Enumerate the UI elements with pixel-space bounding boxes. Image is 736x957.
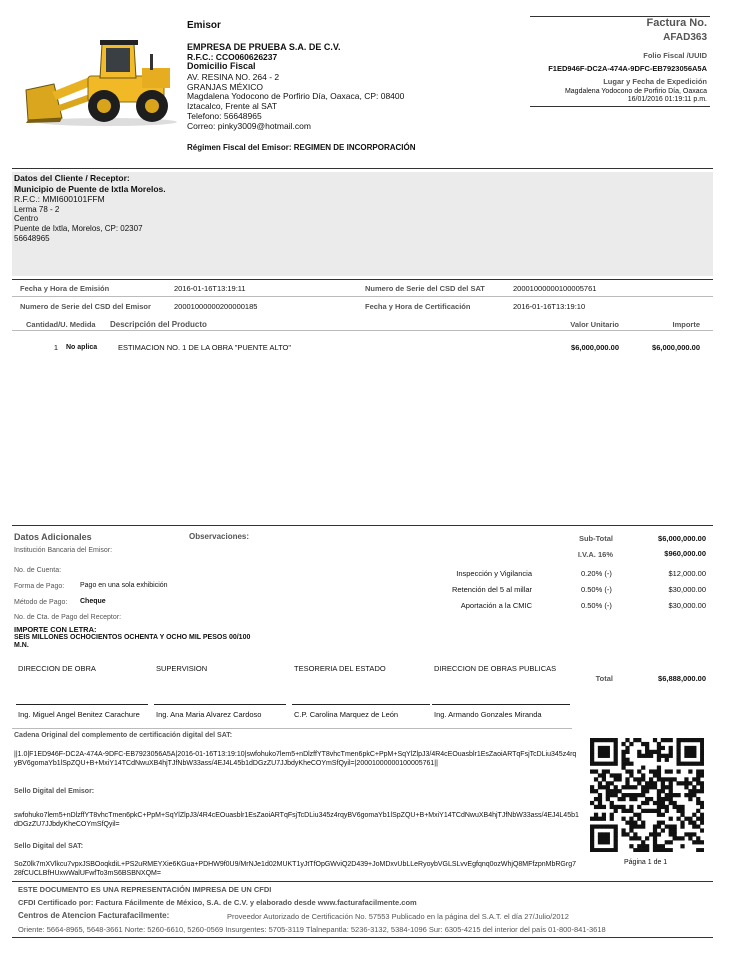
cliente-name: Municipio de Puente de Ixtla Morelos. [14, 184, 166, 194]
item-unidad: No aplica [66, 344, 98, 351]
sellos-top-rule [12, 728, 572, 729]
folio-fiscal-value: F1ED946F-DC2A-474A-9DFC-EB7923056A5A [548, 64, 707, 73]
regimen-value: REGIMEN DE INCORPORACIÓN [293, 143, 416, 152]
sello-emisor-label: Sello Digital del Emisor: [14, 788, 95, 795]
retencion-label: Inspección y Vigilancia [456, 569, 532, 578]
metodo-pago-label: Método de Pago: [14, 599, 68, 606]
retencion-pct: 0.20% (-) [581, 569, 612, 578]
lugar-expedicion: Magdalena Yodocono de Porfirio Día, Oaxaca [564, 88, 707, 95]
lugar-fecha-label: Lugar y Fecha de Expedición [603, 77, 707, 86]
item-importe: $6,000,000.00 [652, 343, 700, 352]
fecha-expedicion: 16/01/2016 01:19:11 p.m. [627, 96, 707, 103]
cta-receptor-label: No. de Cta. de Pago del Receptor: [14, 614, 122, 621]
cliente-rfc: R.F.C.: MMI600101FFM [14, 194, 105, 204]
telefonos-text: Oriente: 5664-8965, 5648-3661 Norte: 5260-6610, 5260-0569 Insurgentes: 5705-3119 Tlalnepantla: 5236-3132, 5384-1096 Sur: 6305-4215 del interior del país 01-800-841-3618 [18, 925, 606, 934]
items-header-rule [12, 330, 713, 331]
footer-top-rule [12, 881, 713, 882]
retencion-amount: $30,000.00 [668, 585, 706, 594]
importe-letra-label: IMPORTE CON LETRA: [14, 625, 97, 634]
col-cantidad-header: Cantidad/U. Medida [26, 320, 96, 329]
fecha-emision-label: Fecha y Hora de Emisión [20, 284, 110, 293]
item-valor: $6,000,000.00 [571, 343, 619, 352]
signature-line [154, 704, 286, 705]
pagina-label: Página 1 de 1 [624, 859, 668, 866]
fecha-cert-value: 2016-01-16T13:19:10 [513, 302, 586, 311]
cliente-line-2: Centro [14, 214, 39, 223]
cliente-line-3: Puente de Ixtla, Morelos, CP: 02307 [14, 224, 143, 233]
retencion-pct: 0.50% (-) [581, 601, 612, 610]
subtotal-value: $6,000,000.00 [658, 534, 706, 543]
retencion-label: Retención del 5 al millar [451, 585, 532, 594]
item-cantidad: 1 [53, 343, 58, 352]
regimen-fiscal [187, 143, 416, 152]
total-label: Total [595, 674, 613, 683]
bulldozer-logo-image [22, 32, 180, 128]
cert-mid-rule [12, 296, 713, 297]
cadena-label: Cadena Original del complemento de certificación digital del SAT: [14, 732, 233, 739]
sello-emisor: swfohuko7lem5+nDlzffYT8vhcTmen6pkC+PpM+SqYlZlpJ3/4R4cEOuasblr1EsZaoiARTqFsjTcDLiu345z4rqyBV6gomaYb1lSpZQU+B+MxiY14TCdNwuXB4hjTJfNbW33ass/4EJ4L45b1dDGzZU7JJbdyKheCOYmSfQyil= [14, 812, 579, 828]
footer-line-2: CFDI Certificado por: Factura Fácilmente de México, S.A. de C.V. y elaborado desde www.facturafacilmente.com [18, 898, 417, 907]
col-importe-header: Importe [672, 320, 700, 329]
firma-dept: DIRECCION DE OBRAS PUBLICAS [434, 664, 557, 673]
emisor-name: EMPRESA DE PRUEBA S.A. DE C.V. [187, 42, 341, 52]
serie-sat-value: 20001000000100005761 [513, 284, 597, 293]
domicilio-label: Domicilio Fiscal [187, 61, 256, 71]
emisor-address-4: Iztacalco, Frente al SAT [187, 101, 278, 111]
cuenta-label: No. de Cuenta: [14, 567, 62, 574]
subtotal-label: Sub-Total [578, 534, 613, 543]
regimen-label: Régimen Fiscal del Emisor: [187, 143, 292, 152]
firma-dept: SUPERVISION [156, 664, 208, 673]
cliente-heading: Datos del Cliente / Receptor: [14, 173, 130, 183]
emisor-phone: Telefono: 56648965 [187, 111, 262, 121]
cliente-line-4: 56648965 [14, 234, 50, 243]
signature-line [432, 704, 570, 705]
col-descripcion-header: Descripción del Producto [110, 320, 207, 329]
firma-dept: DIRECCION DE OBRA [18, 664, 96, 673]
cliente-line-1: Lerma 78 - 2 [14, 205, 60, 214]
forma-pago-value: Pago en una sola exhibición [80, 582, 168, 589]
retencion-amount: $30,000.00 [668, 601, 706, 610]
metodo-pago-value: Cheque [80, 598, 106, 605]
item-descripcion: ESTIMACION NO. 1 DE LA OBRA "PUENTE ALTO" [118, 343, 292, 352]
banco-label: Institución Bancaria del Emisor: [14, 547, 113, 554]
cliente-top-rule [12, 168, 713, 169]
signature-line [292, 704, 430, 705]
qr-code-image [590, 738, 704, 852]
emisor-address-3: Magdalena Yodocono de Porfirio Día, Oaxaca, CP: 08400 [187, 91, 405, 101]
sello-sat: SoZ0lk7mXVlkcu7vpxJSBOoqkdiL+PS2uRMEYXie6KGua+PDHW9f0U9/MrNJe1d02MUKT1yJtTfOpGWviQ2D439+JoMDxvUbLLeRyoybVGLSLvvEgfqnq0ozWhjQ8MFfzpnMbRGrg728fCUCLBfHUxwWalUFwfTo3mS6BSBNXQM= [14, 861, 576, 877]
retencion-label: Aportación a la CMIC [460, 601, 532, 610]
emisor-heading: Emisor [187, 20, 221, 31]
adicionales-top-rule [12, 525, 713, 526]
signature-line [16, 704, 148, 705]
proveedor-text: Proveedor Autorizado de Certificación No. 57553 Publicado en la página del S.A.T. el día 27/Julio/2012 [227, 912, 569, 921]
firma-name: C.P. Carolina Marquez de León [294, 710, 399, 719]
factura-label: Factura No. [646, 17, 707, 29]
serie-sat-label: Numero de Serie del CSD del SAT [365, 284, 485, 293]
firma-name: Ing. Ana Maria Alvarez Cardoso [156, 710, 262, 719]
forma-pago-label: Forma de Pago: [14, 583, 65, 590]
fecha-emision-value: 2016-01-16T13:19:11 [174, 284, 246, 293]
firma-dept: TESORERIA DEL ESTADO [294, 664, 386, 673]
emisor-address-2: GRANJAS MÉXICO [187, 82, 264, 92]
factura-number: AFAD363 [663, 32, 707, 43]
importe-letra-line-1: SEIS MILLONES OCHOCIENTOS OCHENTA Y OCHO MIL PESOS 00/100 [14, 634, 251, 641]
col-valor-header: Valor Unitario [570, 320, 619, 329]
importe-letra-line-2: M.N. [14, 642, 29, 649]
footer-line-1: ESTE DOCUMENTO ES UNA REPRESENTACIÓN IMPRESA DE UN CFDI [18, 885, 272, 894]
serie-emisor-value: 20001000000200000185 [174, 302, 258, 311]
serie-emisor-label: Numero de Serie del CSD del Emisor [20, 302, 151, 311]
folio-fiscal-label: Folio Fiscal /UUID [643, 51, 707, 60]
total-value: $6,888,000.00 [658, 674, 706, 683]
footer-bottom-rule [12, 937, 713, 938]
iva-value: $960,000.00 [664, 549, 706, 558]
fecha-cert-label: Fecha y Hora de Certificación [365, 302, 471, 311]
observaciones-label: Observaciones: [189, 532, 250, 541]
factura-bottom-rule [530, 106, 710, 107]
retencion-amount: $12,000.00 [668, 569, 706, 578]
firma-name: Ing. Armando Gonzales Miranda [434, 710, 542, 719]
centros-label: Centros de Atencion Facturafacilmente: [18, 911, 170, 920]
sello-sat-label: Sello Digital del SAT: [14, 843, 84, 850]
cadena-original: ||1.0|F1ED946F-DC2A-474A-9DFC-EB7923056A5A|2016-01-16T13:19:10|swfohuko7lem5+nDlzffYT8vhcTmen6pkC+PpM+SqYlZlpJ3/4R4cEOuasblr1EsZaoiARTqFsjTcDLiu345z4rqyBV6gomaYb1lSpZQU+B+MxiY14TCdNwuXB4hjTJfNbW33ass/4EJ4L45b1dDGzZU7JJbdyKheCOYmSfQyil=|20001000000100005761|| [14, 751, 577, 767]
emisor-address-1: AV. RESINA NO. 264 - 2 [187, 72, 280, 82]
firma-name: Ing. Miguel Angel Benitez Carachure [18, 710, 140, 719]
emisor-email: Correo: pinky3009@hotmail.com [187, 121, 311, 131]
emisor-rfc: R.F.C.: CCO060626237 [187, 52, 278, 62]
cert-top-rule [12, 279, 713, 280]
adicionales-heading: Datos Adicionales [14, 532, 92, 542]
retencion-pct: 0.50% (-) [581, 585, 612, 594]
iva-label: I.V.A. 16% [577, 550, 613, 559]
